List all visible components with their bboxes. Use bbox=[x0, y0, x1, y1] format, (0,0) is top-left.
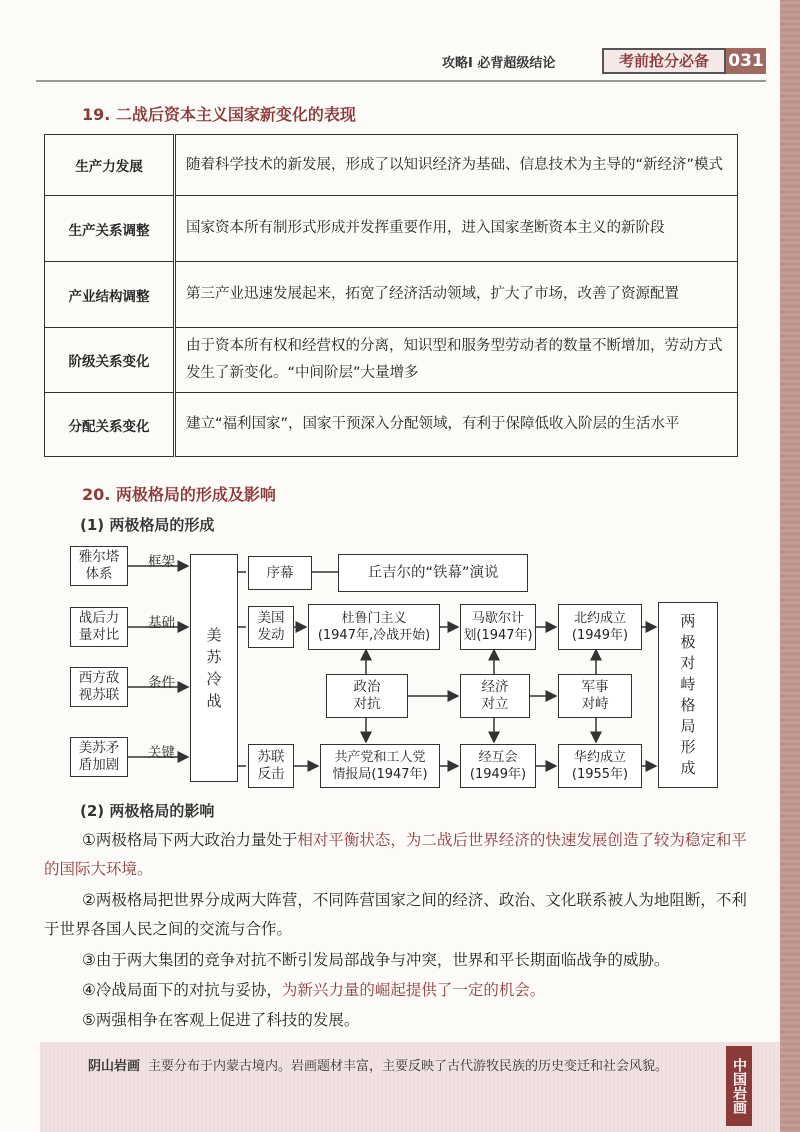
footer-trivia-box bbox=[40, 1042, 780, 1132]
cold-war-center-box: 美苏冷战 bbox=[190, 554, 238, 782]
marshall-plan-box: 马歇尔计 划(1947年) bbox=[460, 604, 536, 650]
cominform-box: 共产党和工人党 情报局(1947年) bbox=[320, 744, 440, 788]
soviet-counter-box: 苏联 反击 bbox=[248, 744, 294, 788]
bipolar-result-box: 两极对峙格局形成 bbox=[658, 602, 718, 788]
row-category: 产业结构调整 bbox=[45, 262, 175, 328]
row-category: 生产关系调整 bbox=[45, 196, 175, 262]
table-row bbox=[45, 196, 738, 262]
footer-text: 主要分布于内蒙古境内。岩画题材丰富，主要反映了古代游牧民族的历史变迁和社会风貌。 bbox=[148, 1059, 669, 1074]
footer-label: 阴山岩画 bbox=[88, 1059, 141, 1074]
section-19-heading bbox=[82, 102, 356, 125]
capitalism-changes-table bbox=[44, 134, 738, 457]
row-category: 阶级关系变化 bbox=[45, 328, 175, 393]
header-badge: 考前抢分必备 bbox=[602, 48, 726, 74]
table-row bbox=[45, 262, 738, 328]
row-description: 建立“福利国家”，国家干预深入分配领域，有利于保障低收入阶层的生活水平 bbox=[175, 393, 738, 457]
factor-label-framework: 框架 bbox=[148, 554, 175, 570]
impact-2-text: ②两极格局把世界分成两大阵营，不同阵营国家之间的经济、政治、文化联系被人为地阻断，不利于世界各国人民之间的交流与合作。 bbox=[44, 891, 747, 938]
row-description: 第三产业迅速发展起来，拓宽了经济活动领域，扩大了市场，改善了资源配置 bbox=[175, 262, 738, 328]
impact-5-text: ⑤两强相争在客观上促进了科技的发展。 bbox=[82, 1011, 360, 1029]
table-row bbox=[45, 135, 738, 196]
row-description: 随着科学技术的新发展，形成了以知识经济为基础、信息技术为主导的“新经济”模式 bbox=[175, 135, 738, 196]
row-description: 国家资本所有制形式形成并发挥重要作用，进入国家垄断资本主义的新阶段 bbox=[175, 196, 738, 262]
section-20-number: 20. bbox=[82, 485, 111, 504]
page-number: 031 bbox=[726, 48, 766, 74]
warsaw-pact-box: 华约成立 (1955年) bbox=[558, 744, 642, 788]
prelude-box: 序幕 bbox=[248, 556, 312, 590]
impact-4-text: ④冷战局面下的对抗与妥协， bbox=[82, 981, 282, 999]
section-19-title: 二战后资本主义国家新变化的表现 bbox=[115, 105, 356, 124]
impact-3-text: ③由于两大集团的竞争对抗不断引发局部战争与冲突，世界和平长期面临战争的威胁。 bbox=[82, 951, 670, 969]
factor-power-balance-box: 战后力 量对比 bbox=[70, 607, 128, 647]
factor-yalta-box: 雅尔塔 体系 bbox=[70, 546, 128, 586]
truman-doctrine-box: 杜鲁门主义 (1947年,冷战开始) bbox=[308, 604, 440, 650]
impact-1-highlight: 相对平衡状态，为二战后世界经济的快速发展创造了较为稳定和平的国际大环境。 bbox=[44, 831, 747, 878]
section-19-number: 19. bbox=[82, 105, 111, 124]
political-confrontation-box: 政治 对抗 bbox=[326, 674, 408, 718]
header-guide-label: 攻略Ⅰ 必背超级结论 bbox=[442, 56, 556, 71]
impact-item-5 bbox=[44, 1006, 750, 1035]
nato-box: 北约成立 (1949年) bbox=[558, 604, 642, 650]
factor-western-hostility-box: 西方敌 视苏联 bbox=[70, 667, 128, 707]
factor-label-foundation: 基础 bbox=[148, 615, 175, 631]
factor-contradiction-box: 美苏矛 盾加剧 bbox=[70, 737, 128, 777]
impact-item-4 bbox=[44, 976, 750, 1005]
comecon-box: 经互会 (1949年) bbox=[460, 744, 536, 788]
factor-label-key: 关键 bbox=[148, 745, 175, 761]
impact-item-1 bbox=[44, 826, 750, 884]
table-row bbox=[45, 328, 738, 393]
economic-opposition-box: 经济 对立 bbox=[460, 674, 530, 718]
footer-text-block bbox=[88, 1056, 718, 1078]
subsection-formation-title: (1) 两极格局的形成 bbox=[80, 516, 215, 534]
impact-item-2 bbox=[44, 886, 750, 944]
impact-1-text: ①两极格局下两大政治力量处于 bbox=[82, 831, 298, 849]
impact-4-highlight: 为新兴力量的崛起提供了一定的机会。 bbox=[281, 981, 546, 999]
section-20-title: 两极格局的形成及影响 bbox=[115, 485, 276, 504]
section-20-heading bbox=[82, 482, 276, 505]
impact-item-3 bbox=[44, 946, 750, 975]
row-description: 由于资本所有权和经营权的分离，知识型和服务型劳动者的数量不断增加，劳动方式发生了新变化。“中间阶层”大量增多 bbox=[175, 328, 738, 393]
bipolar-formation-diagram bbox=[60, 544, 740, 790]
factor-label-condition: 条件 bbox=[148, 675, 175, 691]
subsection-impact-title: (2) 两极格局的影响 bbox=[80, 802, 215, 820]
iron-curtain-speech-box: 丘吉尔的“铁幕”演说 bbox=[338, 554, 528, 592]
us-launch-box: 美国 发动 bbox=[248, 606, 294, 648]
header-rule bbox=[36, 80, 766, 82]
military-standoff-box: 军事 对峙 bbox=[558, 674, 632, 718]
table-row bbox=[45, 393, 738, 457]
page-edge-strip bbox=[780, 0, 800, 1132]
footer-vertical-label: 中国岩画 bbox=[726, 1046, 752, 1126]
row-category: 生产力发展 bbox=[45, 135, 175, 196]
row-category: 分配关系变化 bbox=[45, 393, 175, 457]
